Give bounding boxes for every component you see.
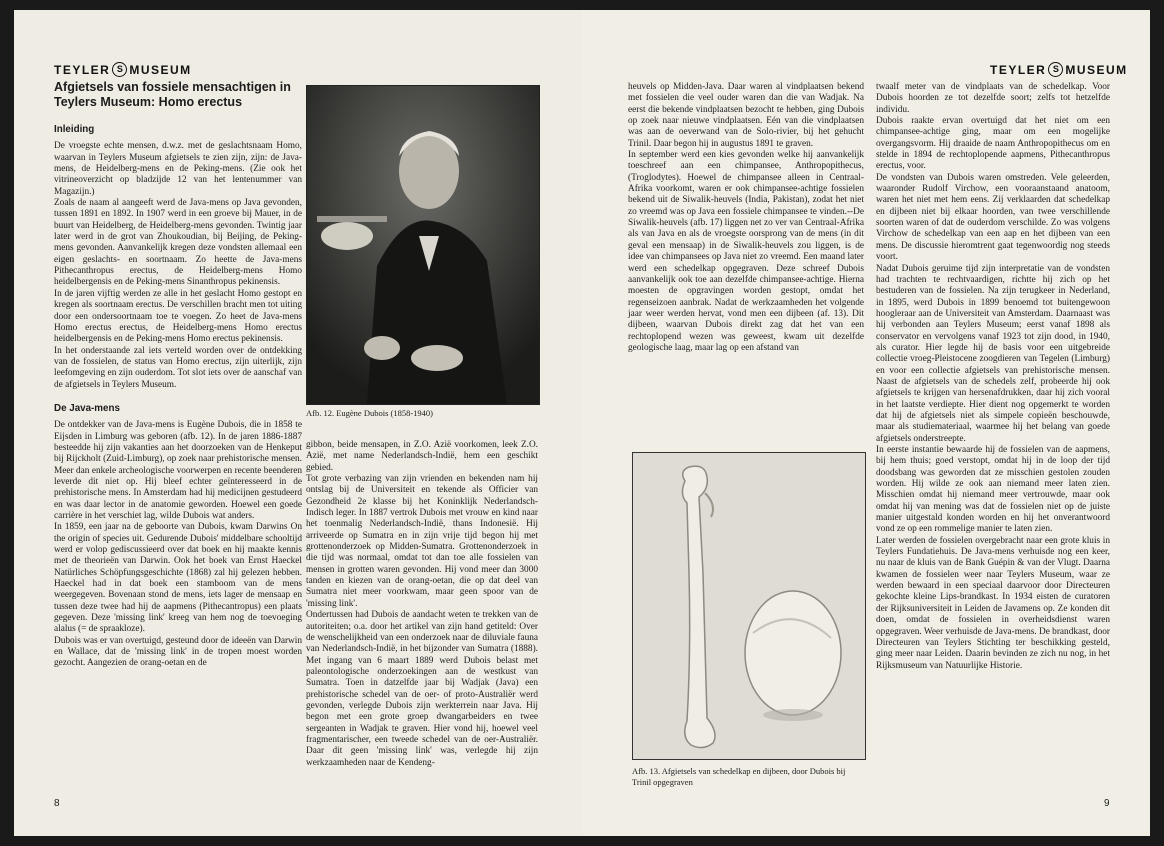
dubois-portrait-photo [306, 85, 540, 405]
paragraph: Ondertussen had Dubois de aandacht weten te trekken van de autoriteiten; o.a. door het artikel van zijn hand getiteld: Over de wenschelijkheid van een onderzoek naar de diluviale fauna van Nederlandsch-Indië, in het bijzonder van Sumatra (1888). Met ingang van 6 maart 1889 werd Dubois belast met paleontologische onderzoekingen aan de westkust van Sumatra. Toen in datzelfde jaar bij Wadjak (Java) een prehistorische schedel van de oer- of proto-Australiër werd gevonden, verlegde Dubois zijn werkterrein naar Java. Hij begon met een grote groep dwangarbeiders en twee sergeanten in Wadjak te graven. Hier vond hij, hoewel veel fragmentarischer, een tweede schedel van de oer-Australiër. Daar dit geen 'missing link' was, verlegde hij zijn werkzaamheden naar de Kendeng- [306, 610, 538, 768]
teylers-seal-icon: S [112, 62, 127, 77]
paragraph: Tot grote verbazing van zijn vrienden en bekenden nam hij ontslag bij de Universiteit en tekende als Officier van Gezondheid 2e klasse bij het Koninklijk Nederlandsch-Indisch leger. In 1887 vertrok Dubois met vrouw en kind naar het toenmalig Nederlandsch-Indië, thans Indonesië. Hij arriveerde op Sumatra en in zijn vrije tijd begon hij met grottenonderzoek op Midden-Sumatra. Grottenonderzoek in die tijd was normaal, omdat tot dan toe alle fossielen van mensen in grotten waren gevonden. Hij vond meer dan 3000 tanden en kiezen van de orang-oetan, die op dat deel van Sumatra niet meer voorkwam, maar geen spoor van de 'missing link'. [306, 474, 538, 609]
paragraph: twaalf meter van de vindplaats van de schedelkap. Voor Dubois hoorden ze tot dezelfde soort; zelfs tot hetzelfde individu. [876, 82, 1110, 115]
logo-text-left: TEYLER [54, 62, 111, 77]
teylers-logo-right [990, 62, 1128, 77]
paragraph: gibbon, beide mensapen, in Z.O. Azië voorkomen, leek Z.O. Azië, met name Nederlandsch-Indië, hem een geschikt gebied. [306, 440, 538, 473]
left-column-1 [54, 80, 302, 670]
page-number-left: 8 [54, 798, 60, 809]
caption-line-2: Trinil opgegraven [632, 776, 693, 787]
paragraph: De ontdekker van de Java-mens is Eugène Dubois, die in 1858 te Eijsden in Limburg was geboren (afb. 12). In de jaren 1886-1887 besteedde hij zijn vakanties aan het doorzoeken van de Henkeput bij Rijckholt (Zuid-Limburg), op zoek naar prehistorische mensen. Meer dan enkele archeologische voorwerpen en recente beenderen leverde dit niet op. Hij bleef echter geïnteresseerd in de prehistorische mens. In Amsterdam had hij medicijnen gestudeerd en was daar lector in de anatomie geworden. Hoewel een goede carrière in het verschiet lag, wilde Dubois wat anders. [54, 420, 302, 521]
paragraph: Zoals de naam al aangeeft werd de Java-mens op Java gevonden, tussen 1891 en 1892. In 1907 werd in een groeve bij Mauer, in de buurt van Heidelberg, de Heidelberg-mens gevonden. Twintig jaar later werd in de grot van Zhoukoudian, bij Beijing, de Peking-mens gevonden. Aanvankelijk kregen deze vondsten allemaal een eigen geslachts- en soortnaam. Zo heette de Java-mens Pithecanthropus erectus, de Heidelberg-mens Homo heidelbergensis en de Peking-mens Sinanthropus pekinensis. [54, 198, 302, 288]
portrait-image [307, 86, 539, 404]
paragraph: In het onderstaande zal iets verteld worden over de ontdekking van de fossielen, de status van Homo erectus, zijn uiterlijk, zijn leefomgeving en zijn ouderdom. Tot slot iets over de aanschaf van de afgietsels in Teylers Museum. [54, 345, 302, 390]
title-line-1: Afgietsels van fossiele mensachtigen in [54, 80, 291, 94]
right-column-1 [628, 82, 864, 354]
bones-caption-afb13 [632, 766, 872, 787]
bones-photo [632, 452, 866, 760]
teylers-seal-icon: S [1048, 62, 1063, 77]
page-number-right: 9 [1104, 798, 1110, 809]
left-page [14, 10, 582, 836]
paragraph: In eerste instantie bewaarde hij de fossielen van de aapmens, bij hem thuis; goed verstopt, omdat hij in de loop der tijd doodsbang was geworden dat ze misschien gestolen zouden worden. Hij wilde ze ook aan niemand meer laten zien. Misschien omdat hij niemand meer vertrouwde, maar ook omdat hij van mening was dat de fossielen niet op de juiste manier uitgestald konden worden en hij het onverantwoord vond ze op een rommelige manier te laten zien. [876, 445, 1110, 535]
logo-text-right: TEYLER [990, 62, 1047, 77]
left-column-2 [306, 440, 538, 769]
right-column-2 [876, 82, 1110, 672]
paragraph: De vroegste echte mensen, d.w.z. met de geslachtsnaam Homo, waarvan in Teylers Museum afgietsels te zien zijn, zijn: de Java-mens, de Heidelberg-mens en de Peking-mens. (Zie ook het vitrineoverzicht op bladzijde 12 van het lentenummer van Magazijn.) [54, 141, 302, 197]
paragraph: Dubois was er van overtuigd, gesteund door de ideeën van Darwin en Wallace, dat de 'missing link' in de tropen moest worden gezocht. Aangezien de orang-oetan en de [54, 635, 302, 669]
caption-line-1: Afb. 13. Afgietsels van schedelkap en dijbeen, door Dubois bij [632, 766, 846, 776]
paragraph: In 1859, een jaar na de geboorte van Dubois, kwam Darwins On the origin of species uit. Gedurende Dubois' middelbare schooltijd werd er volop gediscussieerd over dat boek en hij maakte kennis met de theorieën van Darwin. Ook het boek van Ernst Haeckel Natürliches Schöpfungsgeschichte (1868) zal hij gelezen hebben. Haeckel had in dat boek een stamboom van de mens weergegeven. Bovenaan stond de mens, iets lager de mensaap en tussen deze twee had hij de aapmens (Pithecantropus) een plaats gegeven. Deze 'missing link' kreeg van hem nog de toevoeging alalus (= de spraakloze). [54, 522, 302, 635]
paragraph: Dubois raakte ervan overtuigd dat het niet om een chimpansee-achtige ging, maar om een mogelijke overgangsvorm. Hij draaide de naam Anthropopithecus om en stelde in 1894 de rechtoplopende aapmens, Pithecanthropus erectus, voor. [876, 116, 1110, 172]
section-heading-java-mens: De Java-mens [54, 402, 120, 414]
paragraph: heuvels op Midden-Java. Daar waren al vindplaatsen bekend met fossielen die veel ouder waren dan die van Wadjak. Na eerst die bekende vindplaatsen bezocht te hebben, ging Dubois op zoek naar nieuwe vindplaatsen. Eén van die vindplaatsen was aan de oeverwand van de Solo-rivier, bij het gehucht Trinil. Daar begon hij in augustus 1891 te graven. [628, 82, 864, 149]
paragraph: Nadat Dubois geruime tijd zijn interpretatie van de vondsten had trachten te rechtvaardigen, richtte hij zich op het bestuderen van de fossielen. Na zijn terugkeer in Nederland, in 1895, werd Dubois in 1899 benoemd tot buitengewoon hoogleraar aan de Universiteit van Amsterdam. Daarnaast was hij verbonden aan Teylers Museum; eerst vanaf 1898 als conservator en vervolgens vanaf 1923 tot zijn dood, in 1940, als curator. Hier legde hij de basis voor een uitgebreide collectie vroeg-Pleistocene zoogdieren van Tegelen (Limburg) en voor een collectie afgietsels van prehistorische mensen. Naast de afgietsels van de schedels zelf, probeerde hij ook afgietsels te krijgen van hersenafdrukken, daar hij zich vooral in het laatste verdiepte. Hier dient nog opgemerkt te worden dat hij de afgietsels niet als simpele copieën beschouwde, maar als studiemateriaal, waarmee hij het belang van goede afgietsels onderstreepte. [876, 263, 1110, 444]
paragraph: In september werd een kies gevonden welke hij aanvankelijk toeschreef aan een chimpansee, Anthropopithecus, (Troglodytes). Hoewel de chimpansee alleen in Centraal-Afrika voorkomt, waren er ook chimpansee-achtige fossielen bekend uit de Siwalik-heuvels (India, Pakistan), zodat het niet zo vreemd was op Java een fossiele chimpansee te vinden.--De Siwalik-heuvels (afb. 17) liggen net zo ver van Centraal-Afrika als van Java en als de vroegste oorsprong van de mens (in dit geval een mensaap) in de Siwalik-heuvels zou liggen, is de idee van chimpansees op Java niet zo vreemd. Een maand later werd een schedelkap opgegraven. Deze schreef Dubois aanvankelijk ook toe aan dezelfde chimpansee-achtige. Hierna moesten de opgravingen worden gestopt, omdat het regenseizoen aanbrak. Nadat de werkzaamheden het volgende jaar weer werden hervat, vond men een dijbeen (af. 13). Dit dijbeen, waarvan Dubois direkt zag dat het van een rechtoplopend wezen was geweest, kwam uit dezelfde geologische laag, maar lag op een afstand van [628, 150, 864, 353]
logo-text-museum-left: MUSEUM [129, 62, 192, 77]
paragraph: Later werden de fossielen overgebracht naar een grote kluis in Teylers Fundatiehuis. De Java-mens verhuisde nog een keer, nu naar de kluis van de Bank Guépin & van der Vlugt. Daarna kwamen de fossielen weer naar Teylers Museum, waar ze werden bewaard in een speciaal daarvoor door Directeuren gekochte kleine Lips-brandkast. In 1934 eisten de curatoren der Rijksuniversiteit in Leiden de Javamens op. Ze konden dit doen, omdat de fossielen in overheidsdienst waren opgegraven. Weer verhuisde de Java-mens. De brandkast, door Directeuren van Teylers Stichting ter beschikking gesteld, ging meer naar Leiden. Daarin bevinden ze zich nu nog, in het Rijksmuseum van Natuurlijke Historie. [876, 535, 1111, 671]
teylers-logo-left [54, 62, 192, 77]
article-title [54, 80, 302, 110]
title-line-2: Teylers Museum: Homo erectus [54, 95, 243, 109]
paragraph: De vondsten van Dubois waren omstreden. Vele geleerden, waaronder Rudolf Virchow, een vooraanstaand anatoom, waren het niet met hem eens. Zij verklaarden dat schedelkap en dijbeen niet bij elkaar hoorden, van twee verschillende soorten waren of dat de ouderdom verschilde. Zo was volgens Virchow de schedelkap van een aap en het dijbeen van een mens. De discussie hieromtrent gaat tegenwoordig nog steeds voort. [876, 172, 1110, 263]
femur-skullcap-image [633, 453, 865, 759]
right-page [582, 10, 1150, 836]
paragraph: In de jaren vijftig werden ze alle in het geslacht Homo gestopt en kregen als soortnaam erectus. De verschillen bracht men tot uiting door een ondersoortnaam toe te voegen. Zo heet de Java-mens Homo erectus erectus, de Heidelberg-mens Homo erectus heidelbergensis en de Peking-mens Homo erectus pekinensis. [54, 288, 302, 345]
photo-caption-afb12: Afb. 12. Eugène Dubois (1858-1940) [306, 408, 434, 418]
logo-text-museum-right: MUSEUM [1065, 62, 1128, 77]
section-heading-inleiding: Inleiding [54, 124, 95, 135]
